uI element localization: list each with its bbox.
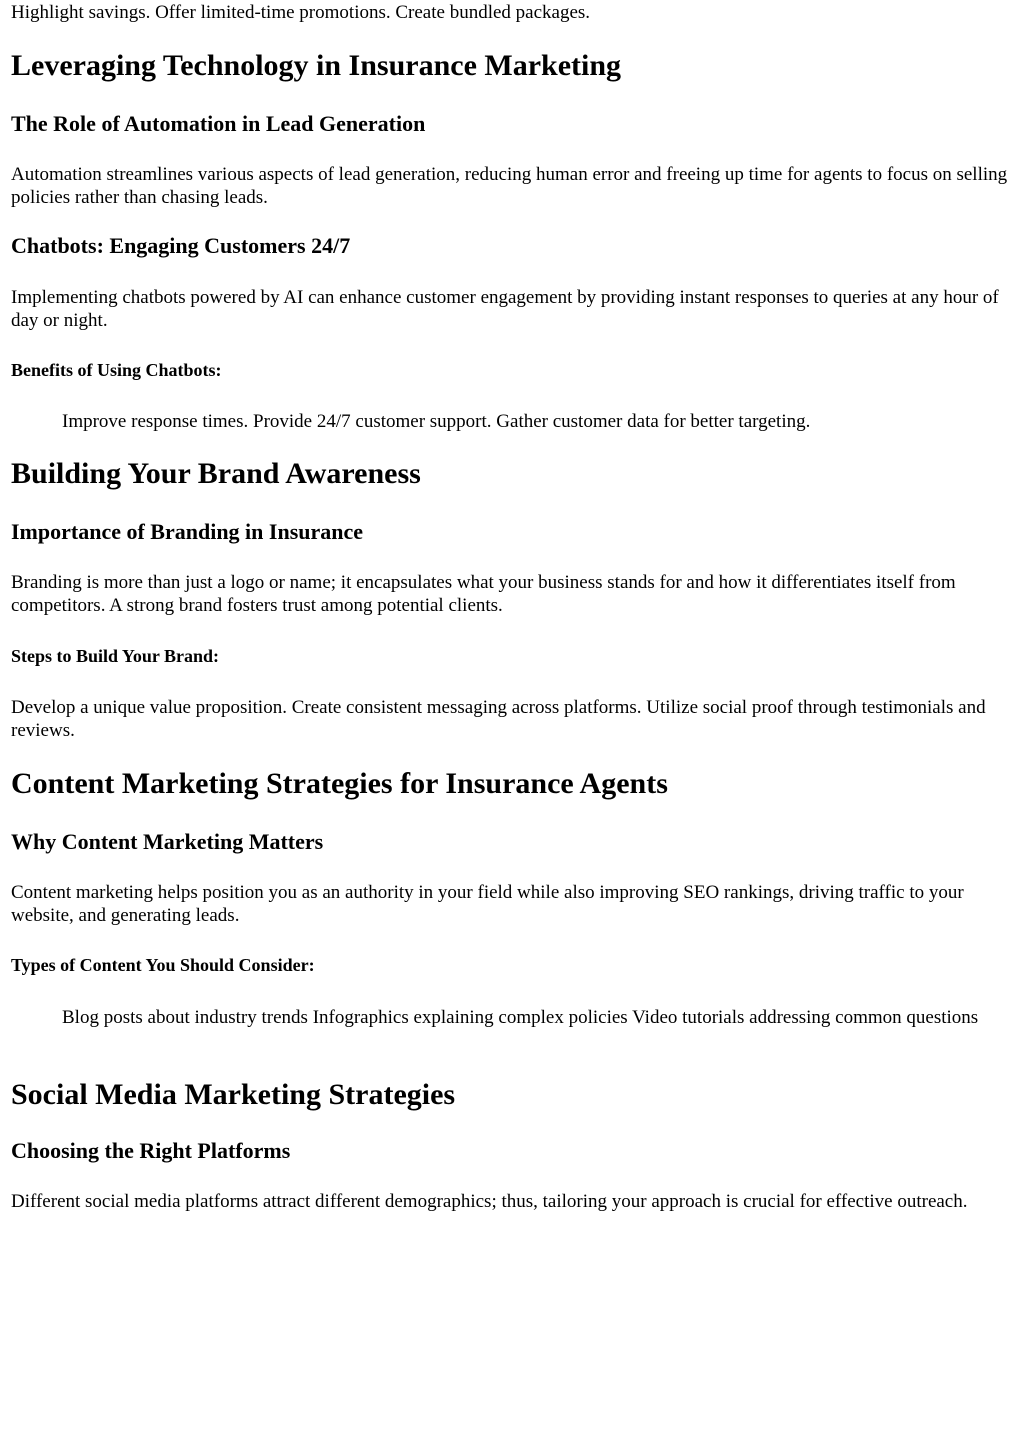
section-heading-brand: Building Your Brand Awareness — [11, 457, 421, 490]
subheading-chatbots: Chatbots: Engaging Customers 24/7 — [11, 233, 351, 258]
section-heading-social-media: Social Media Marketing Strategies — [11, 1078, 456, 1111]
paragraph-automation: Automation streamlines various aspects of lead generation, reducing human error and freeing up time for agents to focus on selling policies rather than chasing leads. — [11, 164, 1008, 208]
list-heading-chatbot-benefits: Benefits of Using Chatbots: — [11, 360, 222, 380]
list-brand-steps: Develop a unique value proposition. Create consistent messaging across platforms. Utilize social proof through testimonials and reviews. — [11, 697, 986, 741]
paragraph-branding: Branding is more than just a logo or name; it encapsulates what your business stands for and how it differentiates itself from competitors. A strong brand fosters trust among potential clients. — [11, 572, 956, 616]
paragraph-chatbots: Implementing chatbots powered by AI can enhance customer engagement by providing instant responses to queries at any hour of day or night. — [11, 287, 999, 331]
intro-paragraph: Highlight savings. Offer limited-time promotions. Create bundled packages. — [11, 2, 591, 23]
list-heading-content-types: Types of Content You Should Consider: — [11, 955, 315, 975]
subheading-automation: The Role of Automation in Lead Generation — [11, 111, 426, 136]
subheading-content-matters: Why Content Marketing Matters — [11, 829, 324, 854]
section-heading-technology: Leveraging Technology in Insurance Marketing — [11, 49, 622, 82]
section-heading-content-marketing: Content Marketing Strategies for Insurance Agents — [11, 767, 668, 800]
list-content-types: Blog posts about industry trends Infographics explaining complex policies Video tutorials addressing common questions — [62, 1007, 979, 1028]
subheading-right-platforms: Choosing the Right Platforms — [11, 1138, 291, 1163]
list-heading-brand-steps: Steps to Build Your Brand: — [11, 646, 220, 666]
paragraph-platforms: Different social media platforms attract different demographics; thus, tailoring your approach is crucial for effective outreach. — [11, 1191, 968, 1212]
subheading-branding-importance: Importance of Branding in Insurance — [11, 519, 364, 544]
list-chatbot-benefits: Improve response times. Provide 24/7 customer support. Gather customer data for better targeting. — [62, 411, 811, 432]
paragraph-content-marketing: Content marketing helps position you as an authority in your field while also improving SEO rankings, driving traffic to your website, and generating leads. — [11, 882, 964, 926]
